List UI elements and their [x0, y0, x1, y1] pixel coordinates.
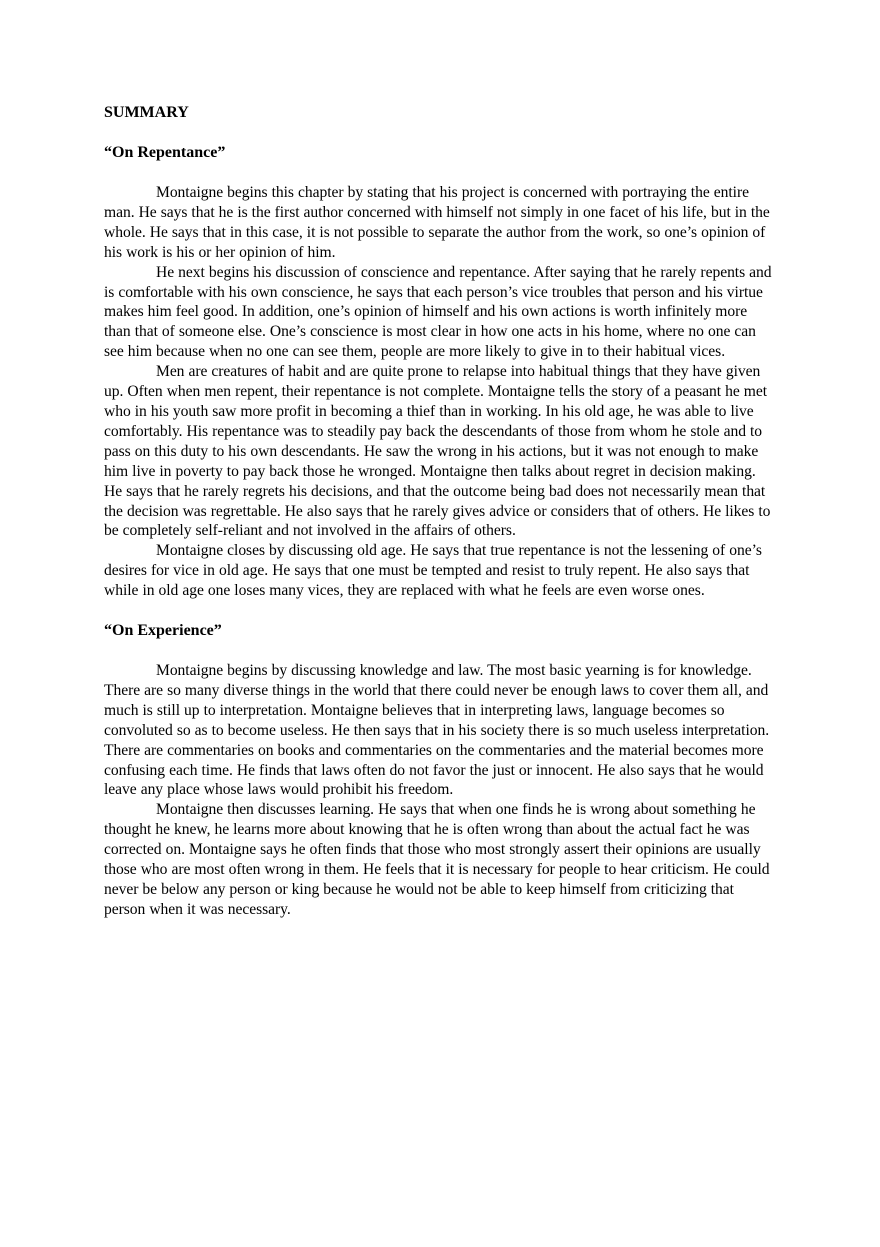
section-heading: “On Repentance”	[104, 144, 226, 161]
paragraph: Men are creatures of habit and are quite prone to relapse into habitual things that they have given up. Often when men repent, their repentance is not complete. Montaigne tells the story of a peasant he met who in his youth saw more profit in becoming a thief than in working. In his old age, he was able to live comfortably. His repentance was to steadily pay back the descendants of those from whom he stole and to pass on this duty to his own descendants. He saw the wrong in his actions, but it was not enough to make him live in poverty to pay back those he wronged. Montaigne then talks about regret in decision making. He says that he rarely regrets his decisions, and that the outcome being bad does not necessarily mean that the decision was regrettable. He also says that he rarely gives advice or considers that of others. He likes to be completely self-reliant and not involved in the affairs of others.	[104, 363, 771, 540]
section-on-experience	[104, 621, 777, 920]
paragraph: Montaigne then discusses learning. He says that when one finds he is wrong about something he thought he knew, he learns more about knowing that he is often wrong than about the actual fact he was corrected on. Montaigne says he often finds that those who most strongly assert their opinions are usually those who are most often wrong in them. He feels that it is necessary for people to hear criticism. He could never be below any person or king because he would not be able to keep himself from criticizing that person when it was necessary.	[104, 801, 770, 918]
paragraph: Montaigne closes by discussing old age. He says that true repentance is not the lessening of one’s desires for vice in old age. He says that one must be tempted and resist to truly repent. He also says that while in old age one loses many vices, they are replaced with what he feels are even worse ones.	[104, 542, 762, 600]
section-heading: “On Experience”	[104, 622, 222, 640]
paragraph: Montaigne begins by discussing knowledge and law. The most basic yearning is for knowledge. There are so many diverse things in the world that there could never be enough laws to cover them all, and much is still up to interpretation. Montaigne believes that in interpreting laws, language becomes so convoluted so as to become useless. He then says that in his society there is so much useless interpretation. There are commentaries on books and commentaries on the commentaries and the material becomes more confusing each time. He finds that laws often do not favor the just or innocent. He also says that he would leave any place whose laws would prohibit his freedom.	[104, 662, 770, 799]
paragraph: Montaigne begins this chapter by stating that his project is concerned with portraying the entire man. He says that he is the first author concerned with himself not simply in one facet of his life, but in the whole. He says that in this case, it is not possible to separate the author from the work, so one’s opinion of his work is his or her opinion of him.	[104, 184, 770, 261]
section-on-repentance	[104, 143, 777, 601]
page-title: SUMMARY	[104, 104, 189, 121]
document-page	[104, 103, 777, 920]
paragraph: He next begins his discussion of conscience and repentance. After saying that he rarely repents and is comfortable with his own conscience, he says that each person’s vice troubles that person and his virtue makes him feel good. In addition, one’s opinion of himself and his own actions is worth infinitely more than that of someone else. One’s conscience is most clear in how one acts in his home, where no one can see him because when no one can see them, people are more likely to give in to their habitual vices.	[104, 263, 772, 361]
